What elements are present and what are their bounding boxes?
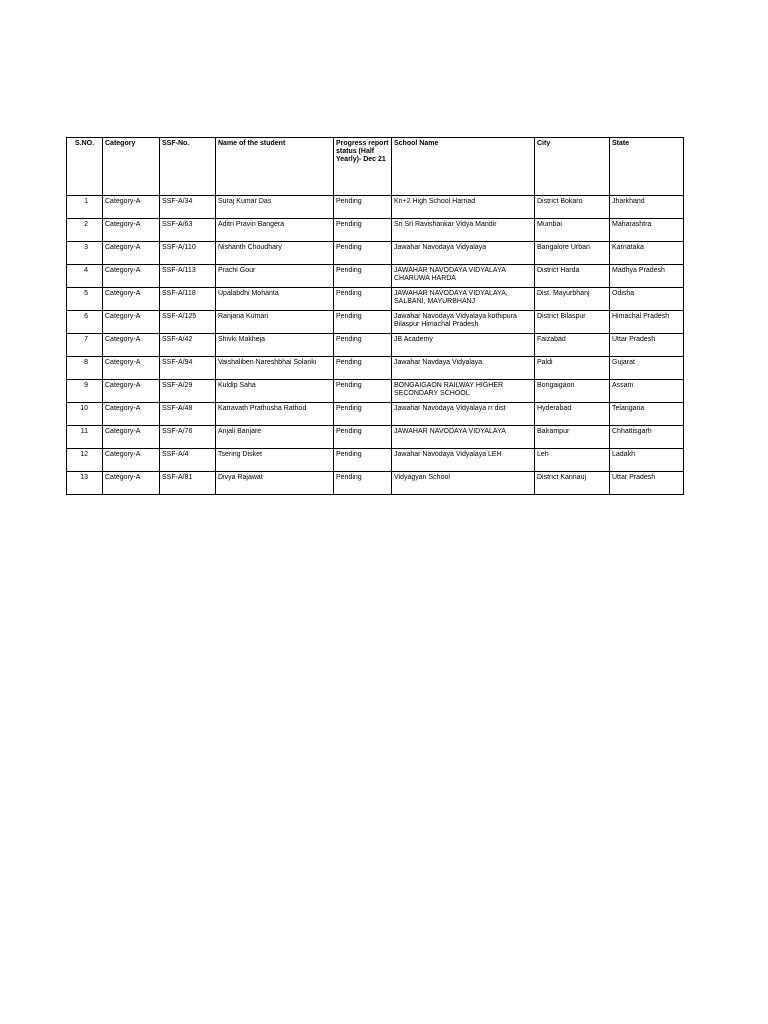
cell-category: Category-A	[103, 449, 160, 472]
cell-city: Faizabad	[535, 334, 610, 357]
cell-progress-status: Pending	[334, 288, 392, 311]
cell-student-name: Aditri Pravin Bangera	[216, 219, 334, 242]
cell-state: Uttar Pradesh	[610, 472, 684, 495]
cell-school-name: Jawahar Navodaya Vidyalaya	[392, 242, 535, 265]
cell-sno: 9	[67, 380, 103, 403]
table-row	[67, 311, 684, 334]
cell-progress-status: Pending	[334, 242, 392, 265]
header-state: State	[610, 138, 684, 196]
cell-school-name: Jawahar Navodaya Vidyalaya rr dist	[392, 403, 535, 426]
cell-student-name: Prachi Gour	[216, 265, 334, 288]
cell-city: District Bokaro	[535, 196, 610, 219]
cell-student-name: Kuldip Saha	[216, 380, 334, 403]
cell-school-name: JAWAHAR NAVODAYA VIDYALAYA	[392, 426, 535, 449]
cell-category: Category-A	[103, 311, 160, 334]
cell-ssf-no: SSF-A/94	[160, 357, 216, 380]
cell-ssf-no: SSF-A/76	[160, 426, 216, 449]
table-row	[67, 357, 684, 380]
cell-student-name: Upalabdhi Mohanta	[216, 288, 334, 311]
table-row	[67, 219, 684, 242]
cell-progress-status: Pending	[334, 426, 392, 449]
cell-city: Balrampur	[535, 426, 610, 449]
cell-city: District Harda	[535, 265, 610, 288]
cell-sno: 8	[67, 357, 103, 380]
cell-progress-status: Pending	[334, 472, 392, 495]
cell-sno: 1	[67, 196, 103, 219]
cell-state: Chhattisgarh	[610, 426, 684, 449]
cell-sno: 2	[67, 219, 103, 242]
cell-category: Category-A	[103, 288, 160, 311]
cell-city: Leh	[535, 449, 610, 472]
header-category: Category	[103, 138, 160, 196]
cell-school-name: BONGAIGAON RAILWAY HIGHER SECONDARY SCHOOL	[392, 380, 535, 403]
cell-school-name: JB Academy	[392, 334, 535, 357]
table-body	[67, 196, 684, 495]
cell-student-name: Nishanth Choudhary	[216, 242, 334, 265]
cell-school-name: Vidyagyan School	[392, 472, 535, 495]
cell-student-name: Katravath Prathusha Rathod	[216, 403, 334, 426]
cell-ssf-no: SSF-A/118	[160, 288, 216, 311]
cell-school-name: Jawahar Navodaya Vidyalaya LEH	[392, 449, 535, 472]
table-row	[67, 265, 684, 288]
table-row	[67, 288, 684, 311]
cell-sno: 10	[67, 403, 103, 426]
cell-ssf-no: SSF-A/110	[160, 242, 216, 265]
cell-sno: 3	[67, 242, 103, 265]
cell-state: Uttar Pradesh	[610, 334, 684, 357]
cell-progress-status: Pending	[334, 403, 392, 426]
cell-state: Telangana	[610, 403, 684, 426]
cell-category: Category-A	[103, 472, 160, 495]
cell-ssf-no: SSF-A/125	[160, 311, 216, 334]
table-row	[67, 472, 684, 495]
cell-school-name: Jawahar Navodaya Vidyalaya kothipura Bilaspur Himachal Pradesh	[392, 311, 535, 334]
cell-progress-status: Pending	[334, 380, 392, 403]
student-status-sheet	[66, 137, 683, 495]
cell-ssf-no: SSF-A/4	[160, 449, 216, 472]
cell-state: Odisha	[610, 288, 684, 311]
cell-student-name: Tsering Disket	[216, 449, 334, 472]
table-row	[67, 403, 684, 426]
cell-city: District Bilaspur	[535, 311, 610, 334]
cell-progress-status: Pending	[334, 311, 392, 334]
table-row	[67, 334, 684, 357]
cell-category: Category-A	[103, 426, 160, 449]
cell-city: Bangalore Urban	[535, 242, 610, 265]
cell-student-name: Anjali Banjare	[216, 426, 334, 449]
cell-category: Category-A	[103, 196, 160, 219]
cell-state: Karnataka	[610, 242, 684, 265]
table-row	[67, 242, 684, 265]
cell-state: Jharkhand	[610, 196, 684, 219]
cell-student-name: Vaishaliben Nareshbhai Solanki	[216, 357, 334, 380]
table-row	[67, 426, 684, 449]
cell-sno: 11	[67, 426, 103, 449]
cell-ssf-no: SSF-A/113	[160, 265, 216, 288]
cell-progress-status: Pending	[334, 449, 392, 472]
cell-ssf-no: SSF-A/34	[160, 196, 216, 219]
cell-progress-status: Pending	[334, 265, 392, 288]
cell-student-name: Suraj Kumar Das	[216, 196, 334, 219]
cell-progress-status: Pending	[334, 357, 392, 380]
header-school-name: School Name	[392, 138, 535, 196]
cell-student-name: Ranjana Kumari	[216, 311, 334, 334]
cell-school-name: Sri Sri Ravishankar Vidya Mandir	[392, 219, 535, 242]
cell-student-name: Shivki Makheja	[216, 334, 334, 357]
cell-city: Dist. Mayurbhanj	[535, 288, 610, 311]
cell-sno: 7	[67, 334, 103, 357]
cell-progress-status: Pending	[334, 219, 392, 242]
table-row	[67, 380, 684, 403]
cell-ssf-no: SSF-A/42	[160, 334, 216, 357]
cell-category: Category-A	[103, 242, 160, 265]
cell-sno: 4	[67, 265, 103, 288]
cell-city: Paldi	[535, 357, 610, 380]
cell-ssf-no: SSF-A/29	[160, 380, 216, 403]
cell-state: Madhya Pradesh	[610, 265, 684, 288]
cell-progress-status: Pending	[334, 334, 392, 357]
cell-ssf-no: SSF-A/81	[160, 472, 216, 495]
header-row	[67, 138, 684, 196]
header-sno: S.NO.	[67, 138, 103, 196]
cell-sno: 6	[67, 311, 103, 334]
header-student-name: Name of the student	[216, 138, 334, 196]
cell-school-name: Jawahar Navdaya Vidyalaya	[392, 357, 535, 380]
cell-category: Category-A	[103, 380, 160, 403]
table-row	[67, 196, 684, 219]
header-city: City	[535, 138, 610, 196]
table-row	[67, 449, 684, 472]
cell-student-name: Divya Rajawat	[216, 472, 334, 495]
cell-city: Hyderabad	[535, 403, 610, 426]
cell-sno: 13	[67, 472, 103, 495]
cell-category: Category-A	[103, 357, 160, 380]
cell-sno: 12	[67, 449, 103, 472]
cell-state: Assam	[610, 380, 684, 403]
cell-category: Category-A	[103, 334, 160, 357]
cell-ssf-no: SSF-A/63	[160, 219, 216, 242]
cell-state: Maharashtra	[610, 219, 684, 242]
cell-ssf-no: SSF-A/48	[160, 403, 216, 426]
cell-school-name: JAWAHAR NAVODAYA VIDYALAYA CHARUWA HARDA	[392, 265, 535, 288]
cell-city: Bongaigaon	[535, 380, 610, 403]
cell-state: Himachal Pradesh	[610, 311, 684, 334]
student-status-table	[66, 137, 684, 495]
cell-category: Category-A	[103, 219, 160, 242]
cell-category: Category-A	[103, 403, 160, 426]
cell-school-name: JAWAHAR NAVODAYA VIDYALAYA, SALBANI, MAYURBHANJ	[392, 288, 535, 311]
cell-progress-status: Pending	[334, 196, 392, 219]
cell-city: Mumbai	[535, 219, 610, 242]
cell-state: Ladakh	[610, 449, 684, 472]
header-progress-status: Progress report status (Half Yearly)- Dec 21	[334, 138, 392, 196]
cell-city: District Kannauj	[535, 472, 610, 495]
table-header	[67, 138, 684, 196]
cell-sno: 5	[67, 288, 103, 311]
cell-school-name: Kn+2 High School Harnad	[392, 196, 535, 219]
cell-category: Category-A	[103, 265, 160, 288]
cell-state: Gujarat	[610, 357, 684, 380]
header-ssf-no: SSF-No.	[160, 138, 216, 196]
